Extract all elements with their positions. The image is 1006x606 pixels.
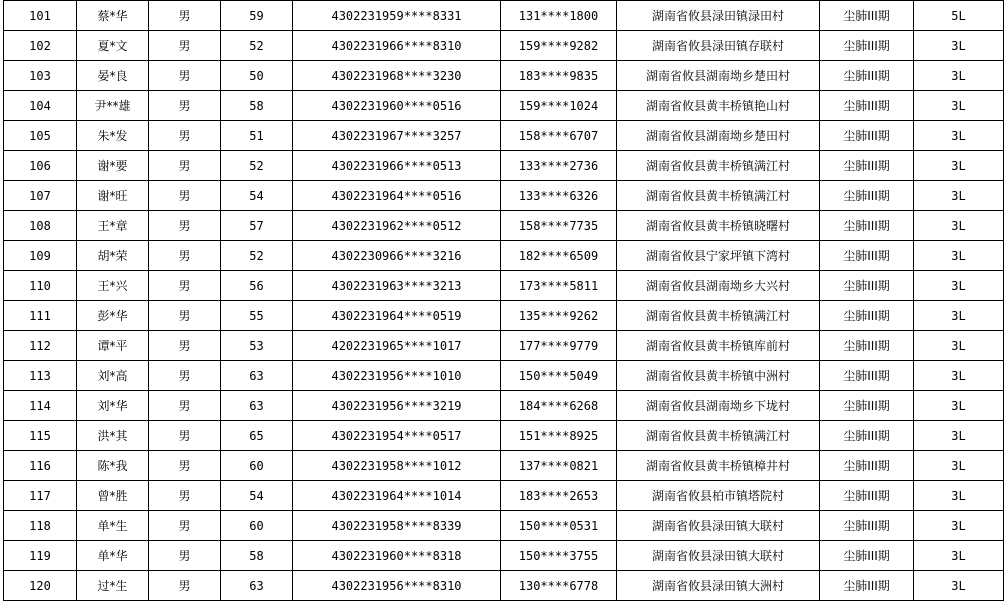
table-row	[4, 211, 1004, 241]
id-number-cell: 4302231959****8331	[293, 1, 501, 31]
gender-cell: 男	[149, 1, 221, 31]
gender-cell: 男	[149, 481, 221, 511]
age-cell: 52	[221, 241, 293, 271]
address-cell: 湖南省攸县湖南坳乡楚田村	[617, 121, 820, 151]
row-number-cell: 114	[4, 391, 77, 421]
phone-cell: 159****9282	[501, 31, 617, 61]
name-cell: 晏*良	[77, 61, 149, 91]
name-cell: 洪*其	[77, 421, 149, 451]
table-row	[4, 451, 1004, 481]
phone-cell: 131****1800	[501, 1, 617, 31]
row-number-cell: 112	[4, 331, 77, 361]
diagnosis-cell: 尘肺III期	[820, 241, 914, 271]
name-cell: 过*生	[77, 571, 149, 601]
diagnosis-cell: 尘肺III期	[820, 301, 914, 331]
gender-cell: 男	[149, 91, 221, 121]
row-number-cell: 104	[4, 91, 77, 121]
address-cell: 湖南省攸县黄丰桥镇满江村	[617, 421, 820, 451]
row-number-cell: 102	[4, 31, 77, 61]
row-number-cell: 117	[4, 481, 77, 511]
table-row	[4, 151, 1004, 181]
row-number-cell: 119	[4, 541, 77, 571]
amount-cell: 3L	[914, 91, 1004, 121]
address-cell: 湖南省攸县渌田镇大联村	[617, 511, 820, 541]
address-cell: 湖南省攸县黄丰桥镇樟井村	[617, 451, 820, 481]
phone-cell: 150****5049	[501, 361, 617, 391]
table-row	[4, 331, 1004, 361]
id-number-cell: 4202231965****1017	[293, 331, 501, 361]
name-cell: 单*华	[77, 541, 149, 571]
gender-cell: 男	[149, 511, 221, 541]
age-cell: 58	[221, 541, 293, 571]
amount-cell: 3L	[914, 511, 1004, 541]
address-cell: 湖南省攸县黄丰桥镇满江村	[617, 181, 820, 211]
gender-cell: 男	[149, 301, 221, 331]
row-number-cell: 109	[4, 241, 77, 271]
age-cell: 63	[221, 391, 293, 421]
diagnosis-cell: 尘肺III期	[820, 181, 914, 211]
age-cell: 60	[221, 451, 293, 481]
id-number-cell: 4302231960****8318	[293, 541, 501, 571]
amount-cell: 3L	[914, 211, 1004, 241]
gender-cell: 男	[149, 451, 221, 481]
table-row	[4, 31, 1004, 61]
table-row	[4, 481, 1004, 511]
address-cell: 湖南省攸县黄丰桥镇艳山村	[617, 91, 820, 121]
table-row	[4, 511, 1004, 541]
diagnosis-cell: 尘肺III期	[820, 421, 914, 451]
gender-cell: 男	[149, 211, 221, 241]
address-cell: 湖南省攸县湖南坳乡楚田村	[617, 61, 820, 91]
name-cell: 曾*胜	[77, 481, 149, 511]
name-cell: 谢*要	[77, 151, 149, 181]
age-cell: 54	[221, 181, 293, 211]
id-number-cell: 4302231963****3213	[293, 271, 501, 301]
amount-cell: 3L	[914, 151, 1004, 181]
gender-cell: 男	[149, 361, 221, 391]
phone-cell: 158****6707	[501, 121, 617, 151]
phone-cell: 177****9779	[501, 331, 617, 361]
amount-cell: 3L	[914, 181, 1004, 211]
amount-cell: 3L	[914, 541, 1004, 571]
row-number-cell: 101	[4, 1, 77, 31]
diagnosis-cell: 尘肺III期	[820, 391, 914, 421]
amount-cell: 3L	[914, 241, 1004, 271]
id-number-cell: 4302231960****0516	[293, 91, 501, 121]
id-number-cell: 4302231958****8339	[293, 511, 501, 541]
diagnosis-cell: 尘肺III期	[820, 271, 914, 301]
diagnosis-cell: 尘肺III期	[820, 211, 914, 241]
amount-cell: 3L	[914, 571, 1004, 601]
gender-cell: 男	[149, 61, 221, 91]
phone-cell: 150****3755	[501, 541, 617, 571]
id-number-cell: 4302231966****8310	[293, 31, 501, 61]
diagnosis-cell: 尘肺III期	[820, 121, 914, 151]
amount-cell: 3L	[914, 391, 1004, 421]
name-cell: 王*章	[77, 211, 149, 241]
age-cell: 53	[221, 331, 293, 361]
age-cell: 54	[221, 481, 293, 511]
amount-cell: 3L	[914, 481, 1004, 511]
row-number-cell: 118	[4, 511, 77, 541]
patient-table	[3, 0, 1004, 601]
amount-cell: 3L	[914, 121, 1004, 151]
amount-cell: 3L	[914, 331, 1004, 361]
diagnosis-cell: 尘肺III期	[820, 541, 914, 571]
table-row	[4, 421, 1004, 451]
phone-cell: 183****9835	[501, 61, 617, 91]
row-number-cell: 106	[4, 151, 77, 181]
gender-cell: 男	[149, 571, 221, 601]
gender-cell: 男	[149, 421, 221, 451]
amount-cell: 5L	[914, 1, 1004, 31]
address-cell: 湖南省攸县柏市镇塔院村	[617, 481, 820, 511]
amount-cell: 3L	[914, 301, 1004, 331]
diagnosis-cell: 尘肺III期	[820, 1, 914, 31]
name-cell: 刘*华	[77, 391, 149, 421]
address-cell: 湖南省攸县宁家坪镇下湾村	[617, 241, 820, 271]
id-number-cell: 4302231964****1014	[293, 481, 501, 511]
gender-cell: 男	[149, 271, 221, 301]
table-row	[4, 241, 1004, 271]
row-number-cell: 120	[4, 571, 77, 601]
table-row	[4, 541, 1004, 571]
address-cell: 湖南省攸县黄丰桥镇中洲村	[617, 361, 820, 391]
phone-cell: 137****0821	[501, 451, 617, 481]
amount-cell: 3L	[914, 361, 1004, 391]
address-cell: 湖南省攸县黄丰桥镇晓曙村	[617, 211, 820, 241]
diagnosis-cell: 尘肺III期	[820, 31, 914, 61]
table-row	[4, 181, 1004, 211]
name-cell: 单*生	[77, 511, 149, 541]
gender-cell: 男	[149, 181, 221, 211]
diagnosis-cell: 尘肺III期	[820, 91, 914, 121]
diagnosis-cell: 尘肺III期	[820, 451, 914, 481]
table-row	[4, 571, 1004, 601]
address-cell: 湖南省攸县渌田镇大联村	[617, 541, 820, 571]
age-cell: 63	[221, 361, 293, 391]
row-number-cell: 103	[4, 61, 77, 91]
row-number-cell: 110	[4, 271, 77, 301]
phone-cell: 159****1024	[501, 91, 617, 121]
phone-cell: 182****6509	[501, 241, 617, 271]
age-cell: 56	[221, 271, 293, 301]
name-cell: 刘*高	[77, 361, 149, 391]
id-number-cell: 4302231968****3230	[293, 61, 501, 91]
gender-cell: 男	[149, 331, 221, 361]
id-number-cell: 4302230966****3216	[293, 241, 501, 271]
table-row	[4, 61, 1004, 91]
amount-cell: 3L	[914, 271, 1004, 301]
age-cell: 63	[221, 571, 293, 601]
id-number-cell: 4302231956****3219	[293, 391, 501, 421]
table-row	[4, 391, 1004, 421]
name-cell: 王*兴	[77, 271, 149, 301]
id-number-cell: 4302231954****0517	[293, 421, 501, 451]
age-cell: 52	[221, 31, 293, 61]
phone-cell: 173****5811	[501, 271, 617, 301]
age-cell: 51	[221, 121, 293, 151]
name-cell: 胡*荣	[77, 241, 149, 271]
address-cell: 湖南省攸县黄丰桥镇满江村	[617, 151, 820, 181]
age-cell: 58	[221, 91, 293, 121]
name-cell: 夏*文	[77, 31, 149, 61]
address-cell: 湖南省攸县湖南坳乡大兴村	[617, 271, 820, 301]
amount-cell: 3L	[914, 451, 1004, 481]
phone-cell: 183****2653	[501, 481, 617, 511]
address-cell: 湖南省攸县渌田镇存联村	[617, 31, 820, 61]
amount-cell: 3L	[914, 31, 1004, 61]
amount-cell: 3L	[914, 421, 1004, 451]
name-cell: 谢*旺	[77, 181, 149, 211]
table-row	[4, 301, 1004, 331]
diagnosis-cell: 尘肺III期	[820, 571, 914, 601]
phone-cell: 150****0531	[501, 511, 617, 541]
row-number-cell: 113	[4, 361, 77, 391]
gender-cell: 男	[149, 241, 221, 271]
id-number-cell: 4302231964****0516	[293, 181, 501, 211]
diagnosis-cell: 尘肺III期	[820, 61, 914, 91]
table-row	[4, 121, 1004, 151]
table-row	[4, 361, 1004, 391]
name-cell: 谭*平	[77, 331, 149, 361]
gender-cell: 男	[149, 541, 221, 571]
row-number-cell: 115	[4, 421, 77, 451]
diagnosis-cell: 尘肺III期	[820, 151, 914, 181]
name-cell: 彭*华	[77, 301, 149, 331]
row-number-cell: 116	[4, 451, 77, 481]
row-number-cell: 107	[4, 181, 77, 211]
address-cell: 湖南省攸县黄丰桥镇满江村	[617, 301, 820, 331]
address-cell: 湖南省攸县黄丰桥镇库前村	[617, 331, 820, 361]
age-cell: 55	[221, 301, 293, 331]
age-cell: 52	[221, 151, 293, 181]
age-cell: 59	[221, 1, 293, 31]
phone-cell: 151****8925	[501, 421, 617, 451]
diagnosis-cell: 尘肺III期	[820, 361, 914, 391]
id-number-cell: 4302231967****3257	[293, 121, 501, 151]
id-number-cell: 4302231958****1012	[293, 451, 501, 481]
table-row	[4, 271, 1004, 301]
name-cell: 尹**雄	[77, 91, 149, 121]
phone-cell: 135****9262	[501, 301, 617, 331]
age-cell: 65	[221, 421, 293, 451]
age-cell: 60	[221, 511, 293, 541]
row-number-cell: 105	[4, 121, 77, 151]
gender-cell: 男	[149, 121, 221, 151]
id-number-cell: 4302231956****8310	[293, 571, 501, 601]
address-cell: 湖南省攸县湖南坳乡下垅村	[617, 391, 820, 421]
name-cell: 朱*发	[77, 121, 149, 151]
gender-cell: 男	[149, 31, 221, 61]
id-number-cell: 4302231964****0519	[293, 301, 501, 331]
phone-cell: 133****2736	[501, 151, 617, 181]
phone-cell: 158****7735	[501, 211, 617, 241]
phone-cell: 130****6778	[501, 571, 617, 601]
id-number-cell: 4302231966****0513	[293, 151, 501, 181]
address-cell: 湖南省攸县渌田镇渌田村	[617, 1, 820, 31]
phone-cell: 184****6268	[501, 391, 617, 421]
amount-cell: 3L	[914, 61, 1004, 91]
name-cell: 陈*我	[77, 451, 149, 481]
age-cell: 57	[221, 211, 293, 241]
address-cell: 湖南省攸县渌田镇大洲村	[617, 571, 820, 601]
gender-cell: 男	[149, 391, 221, 421]
table-row	[4, 91, 1004, 121]
name-cell: 蔡*华	[77, 1, 149, 31]
id-number-cell: 4302231956****1010	[293, 361, 501, 391]
diagnosis-cell: 尘肺III期	[820, 481, 914, 511]
gender-cell: 男	[149, 151, 221, 181]
diagnosis-cell: 尘肺III期	[820, 331, 914, 361]
age-cell: 50	[221, 61, 293, 91]
row-number-cell: 108	[4, 211, 77, 241]
phone-cell: 133****6326	[501, 181, 617, 211]
table-body	[4, 1, 1004, 601]
row-number-cell: 111	[4, 301, 77, 331]
table-row	[4, 1, 1004, 31]
diagnosis-cell: 尘肺III期	[820, 511, 914, 541]
id-number-cell: 4302231962****0512	[293, 211, 501, 241]
